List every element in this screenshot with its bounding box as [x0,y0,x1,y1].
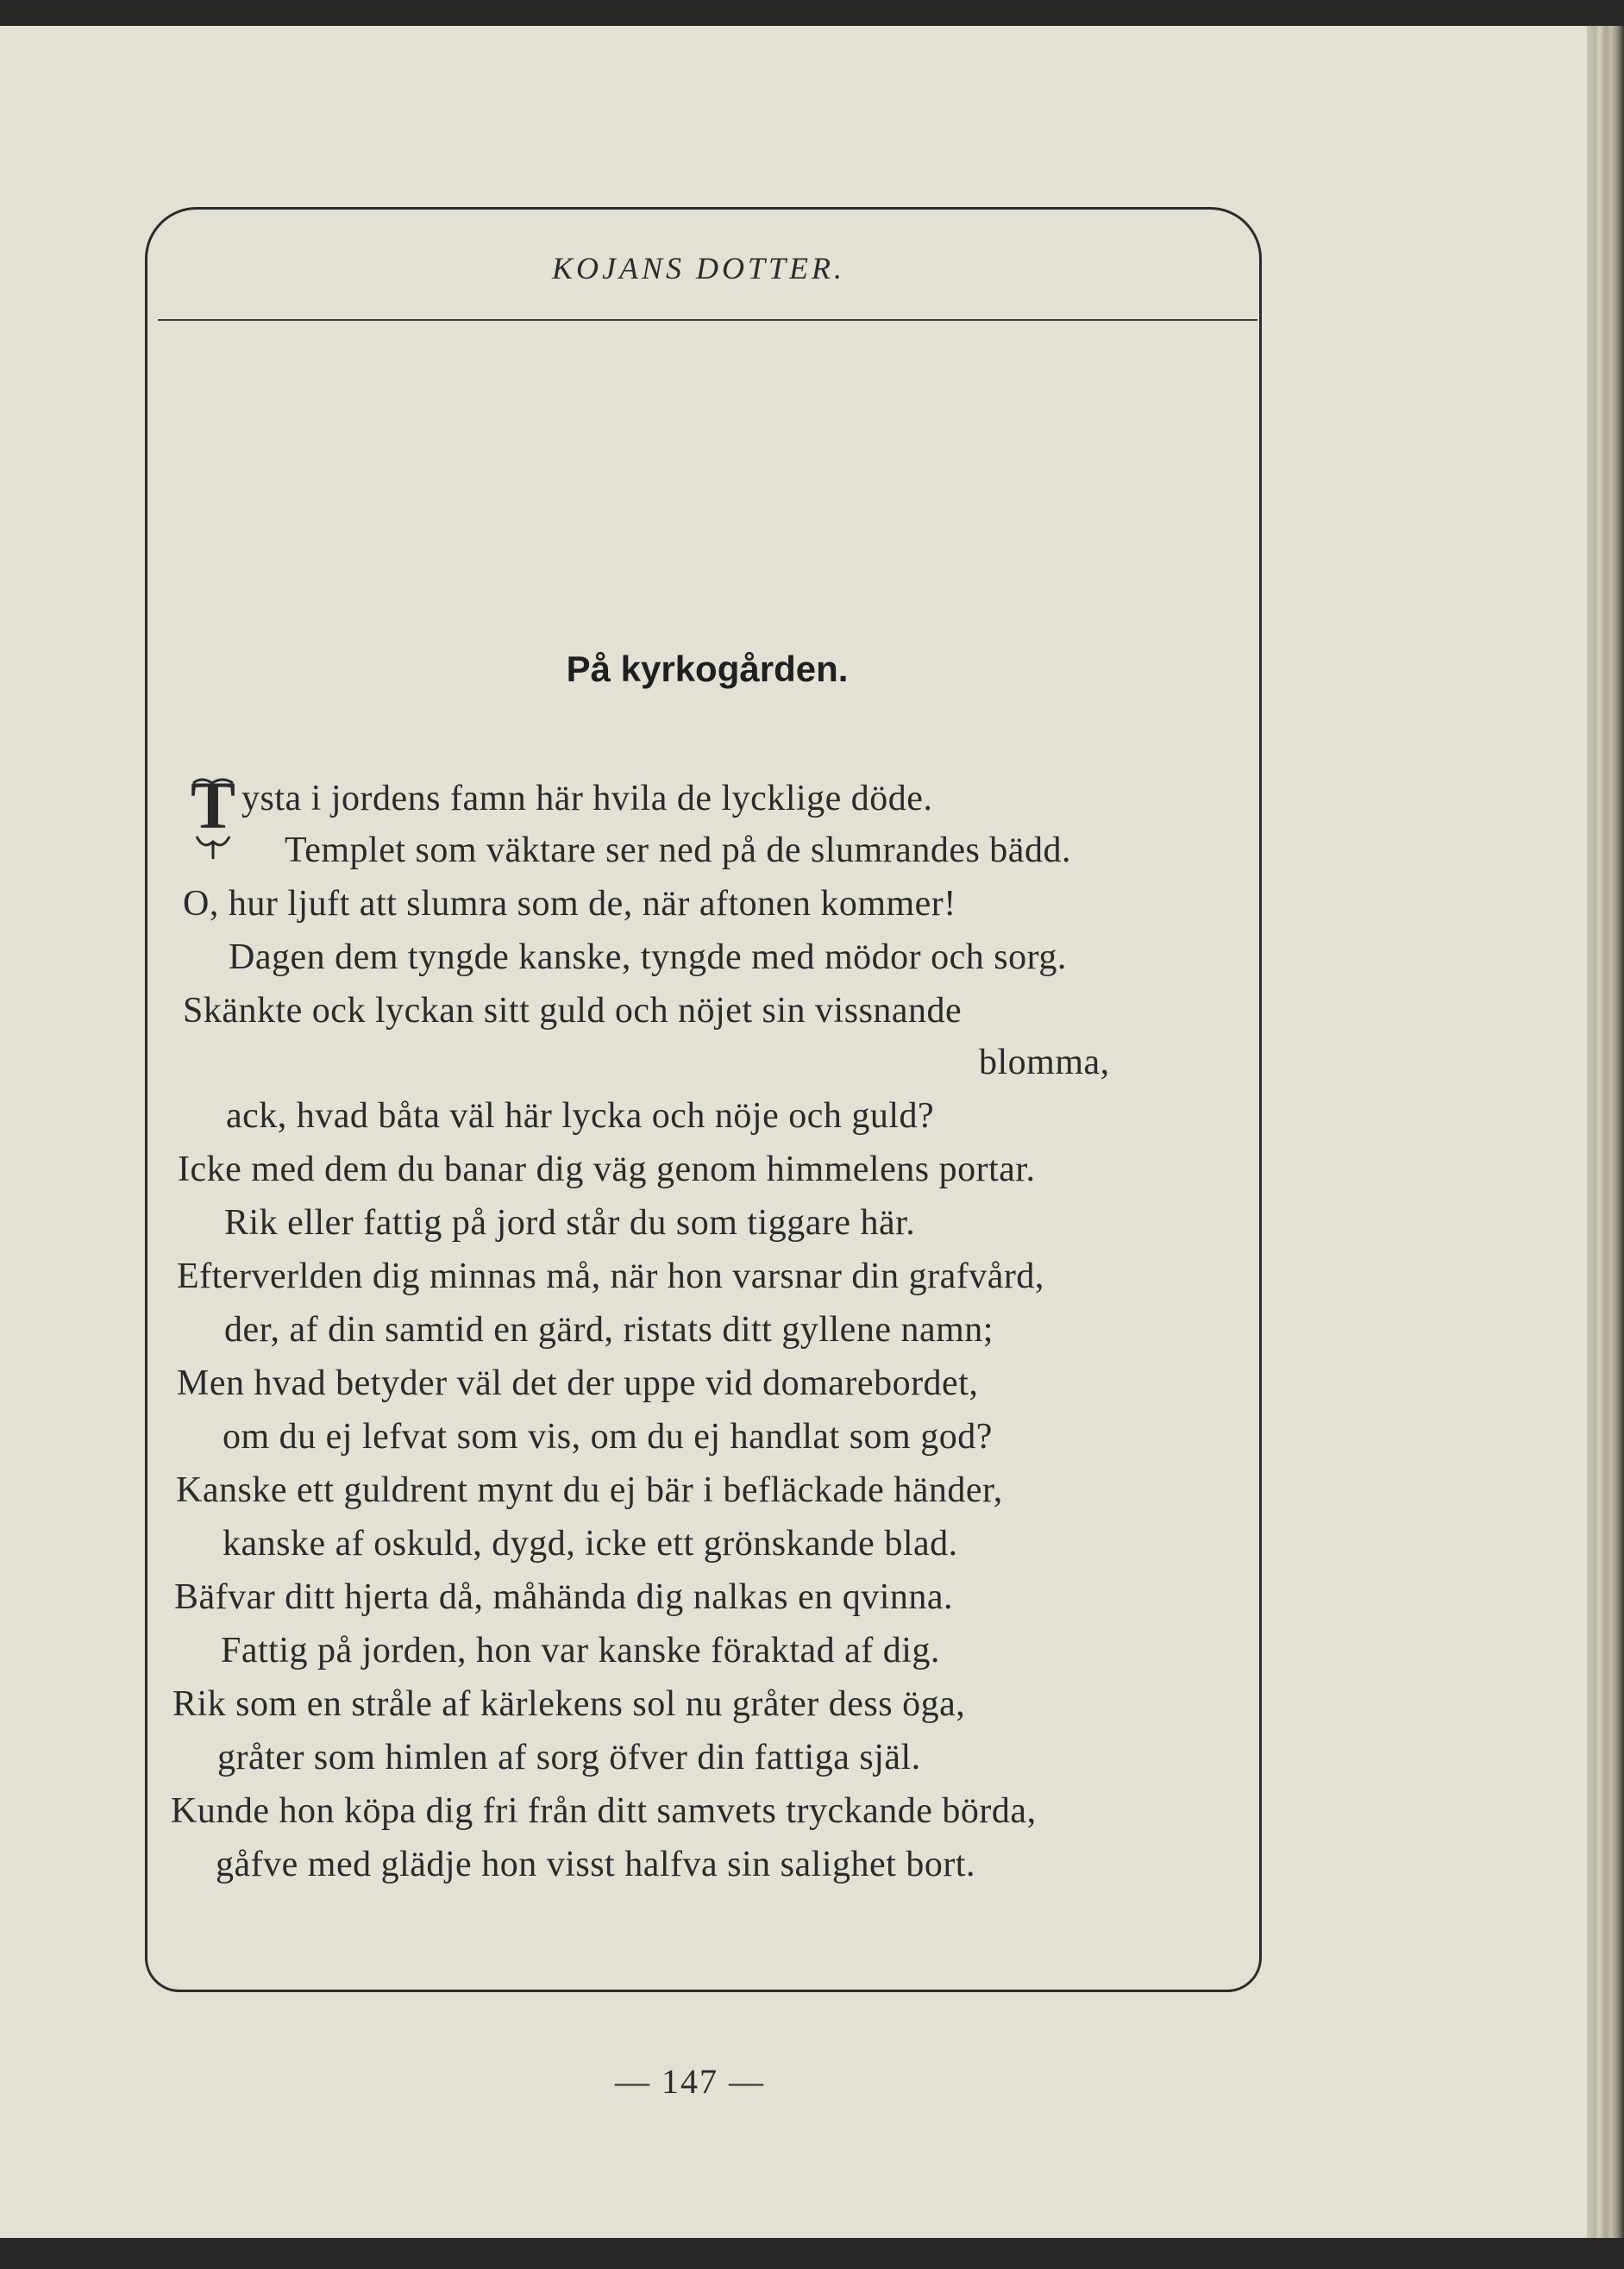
poem-line-16: Bäfvar ditt hjerta då, måhända dig nalkas en qvinna. [174,1577,954,1617]
decorative-dropcap [188,774,238,861]
poem-line-17: Fattig på jorden, hon var kanske föraktad af dig. [221,1631,940,1670]
poem-line-6: blomma, [979,1043,1110,1082]
poem-line-18: Rik som en stråle af kärlekens sol nu gråter dess öga, [172,1684,966,1724]
dropcap-letter: T [190,774,236,843]
poem-line-19: gråter som himlen af sorg öfver din fattiga själ. [217,1738,921,1777]
poem-line-5: Skänkte ock lyckan sitt guld och nöjet sin vissnande [183,991,962,1031]
poem-line-21: gåfve med glädje hon visst halfva sin salighet bort. [216,1845,975,1884]
poem-line-7: ack, hvad båta väl här lycka och nöje och guld? [226,1096,935,1136]
running-head: KOJANS DOTTER. [551,251,845,285]
poem-line-11: der, af din samtid en gärd, ristats ditt gyllene namn; [224,1310,994,1350]
poem-line-3: O, hur ljuft att slumra som de, när aftonen kommer! [183,884,956,924]
poem-line-12: Men hvad betyder väl det der uppe vid domarebordet, [177,1363,979,1403]
page-number: — 147 — [615,2062,765,2101]
poem-line-8: Icke med dem du banar dig väg genom himmelens portar. [178,1150,1036,1189]
page-edge [1587,26,1624,2238]
poem-line-13: om du ej lefvat som vis, om du ej handlat som god? [223,1417,993,1457]
poem-line-2: Templet som väktare ser ned på de slumrandes bädd. [285,831,1071,870]
header-rule [158,319,1257,321]
poem-title: På kyrkogården. [566,649,849,689]
poem-line-9: Rik eller fattig på jord står du som tiggare här. [224,1203,916,1243]
poem-line-14: Kanske ett guldrent mynt du ej bär i befläckade händer, [176,1470,1003,1510]
poem-line-1: ysta i jordens famn här hvila de lycklige döde. [241,779,933,818]
poem-line-20: Kunde hon köpa dig fri från ditt samvets tryckande börda, [171,1791,1037,1831]
poem-line-10: Efterverlden dig minnas må, när hon varsnar din grafvård, [177,1257,1044,1296]
poem-line-15: kanske af oskuld, dygd, icke ett grönskande blad. [223,1524,958,1564]
poem-line-4: Dagen dem tyngde kanske, tyngde med mödor och sorg. [229,937,1067,977]
